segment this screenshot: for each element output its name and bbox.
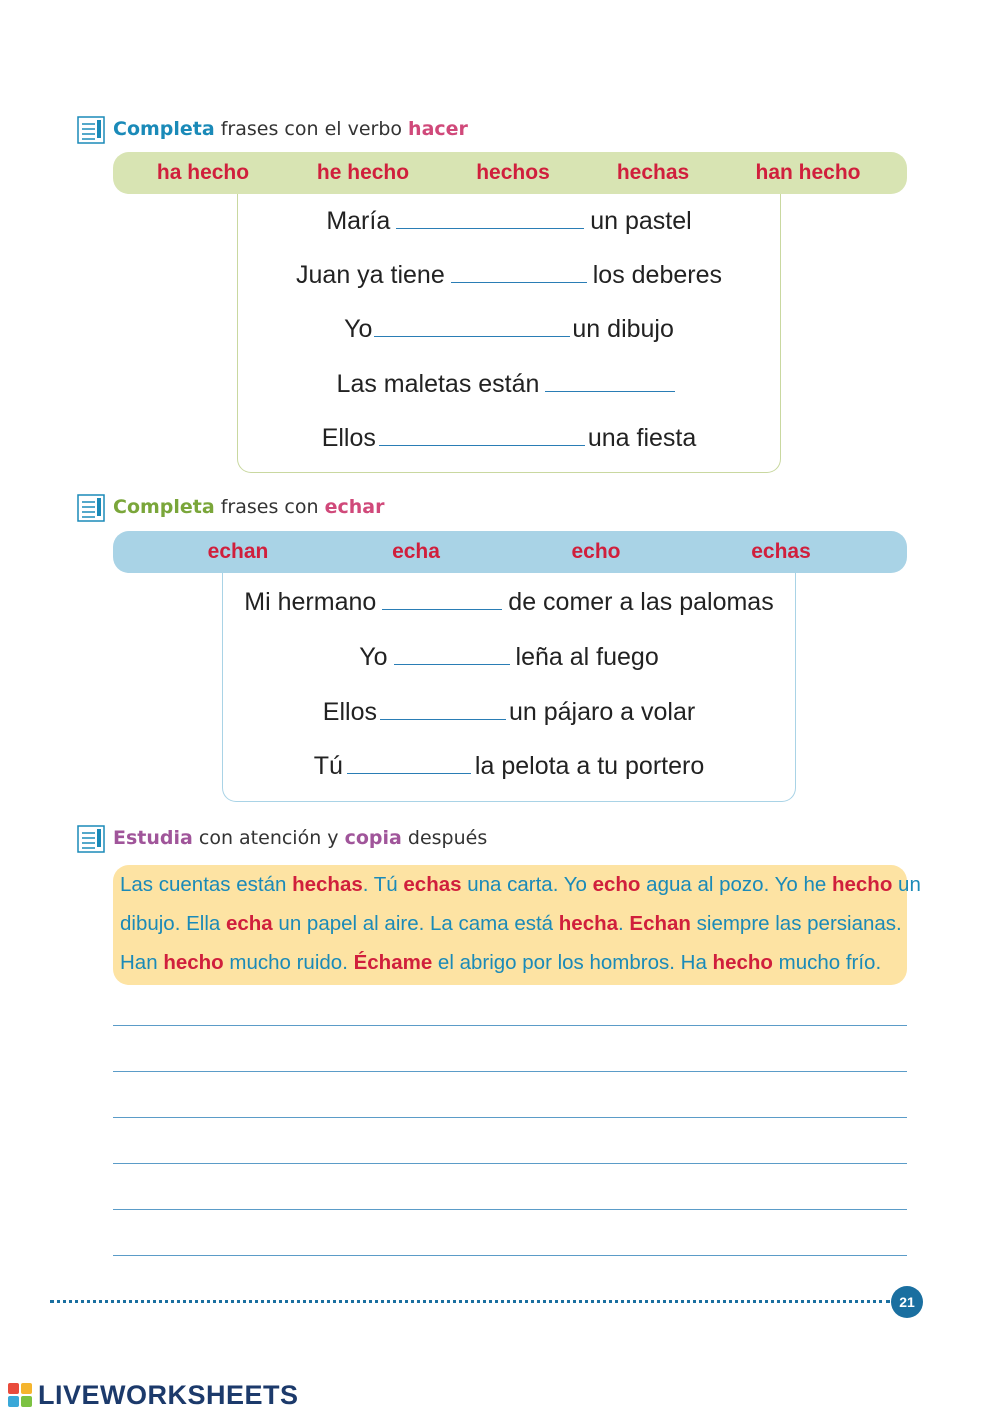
notebook-pencil-icon [77,116,105,144]
study-line [120,873,921,897]
sentence-row: Ellos un pájaro a volar [223,695,795,727]
highlighted-word: hecho [712,951,773,974]
writing-line[interactable] [113,1117,907,1118]
study-text-segment: . [618,912,630,935]
bank-word[interactable]: hechos [476,161,550,184]
sentence-row: María un pastel [238,204,780,236]
study-text-segment: una carta. Yo [461,873,593,896]
answer-blank[interactable] [379,421,585,446]
sentence-row: Las maletas están [238,367,780,399]
sentence-row: Yo un dibujo [238,312,780,344]
study-text-segment: un [892,873,921,896]
section1-heading: Completa frases con el verbo hacer [113,118,468,140]
notebook-pencil-icon [77,825,105,853]
bank-word[interactable]: echan [207,540,269,563]
word-bank-hacer [113,152,907,194]
highlighted-word: hecho [163,951,224,974]
answer-blank[interactable] [380,695,506,720]
writing-line[interactable] [113,1163,907,1164]
answer-blank[interactable] [396,204,584,229]
logo-text: LIVEWORKSHEETS [38,1380,299,1410]
study-text-segment: . Tú [362,873,404,896]
bank-word[interactable]: ha hecho [156,161,250,184]
answer-blank[interactable] [451,258,587,283]
answer-blank[interactable] [394,640,510,665]
writing-line[interactable] [113,1209,907,1210]
footer-dotted-line [50,1300,890,1303]
bank-word[interactable]: he hecho [316,161,410,184]
bank-word[interactable]: han hecho [755,161,861,184]
section2-heading: Completa frases con echar [113,496,385,518]
exercise-box-hacer [237,194,781,473]
bank-word[interactable]: echa [392,540,440,563]
study-text-segment: mucho frío. [772,951,882,974]
highlighted-word: Echan [629,912,691,935]
sentence-row: Mi hermano de comer a las palomas [223,585,795,617]
highlighted-word: hechas [292,873,363,896]
study-text-segment: mucho ruido. [223,951,354,974]
sentence-row: Tú la pelota a tu portero [223,749,795,781]
study-text-segment: un papel al aire. La cama está [272,912,559,935]
sentence-row: Juan ya tiene los deberes [238,258,780,290]
highlighted-word: echas [403,873,462,896]
writing-line[interactable] [113,1025,907,1026]
study-text-segment: el abrigo por los hombros. Ha [432,951,713,974]
answer-blank[interactable] [382,585,502,610]
writing-line[interactable] [113,1255,907,1256]
writing-line[interactable] [113,1071,907,1072]
study-text-segment: Las cuentas están [120,873,293,896]
notebook-pencil-icon [77,494,105,522]
study-line [120,912,902,936]
study-text-segment: agua al pozo. Yo he [640,873,832,896]
bank-word[interactable]: echas [751,540,811,563]
study-line [120,951,881,975]
section3-heading: Estudia con atención y copia después [113,827,488,849]
study-text-segment: dibujo. Ella [120,912,226,935]
highlighted-word: hecha [558,912,619,935]
highlighted-word: echa [225,912,273,935]
answer-blank[interactable] [545,367,675,392]
study-text-segment: Han [120,951,164,974]
answer-blank[interactable] [374,312,570,337]
page-number: 21 [891,1286,923,1318]
study-text-segment: siempre las persianas. [690,912,902,935]
sentence-row: Yo leña al fuego [223,640,795,672]
highlighted-word: hecho [831,873,893,896]
study-text-box [113,865,921,985]
bank-word[interactable]: echo [571,540,621,563]
highlighted-word: Échame [353,951,433,974]
word-bank-echar [113,531,907,573]
logo-blocks-icon [8,1383,32,1407]
sentence-row: Ellos una fiesta [238,421,780,453]
exercise-box-echar [222,573,796,802]
bank-word[interactable]: hechas [616,161,690,184]
highlighted-word: echo [592,873,641,896]
answer-blank[interactable] [347,749,471,774]
